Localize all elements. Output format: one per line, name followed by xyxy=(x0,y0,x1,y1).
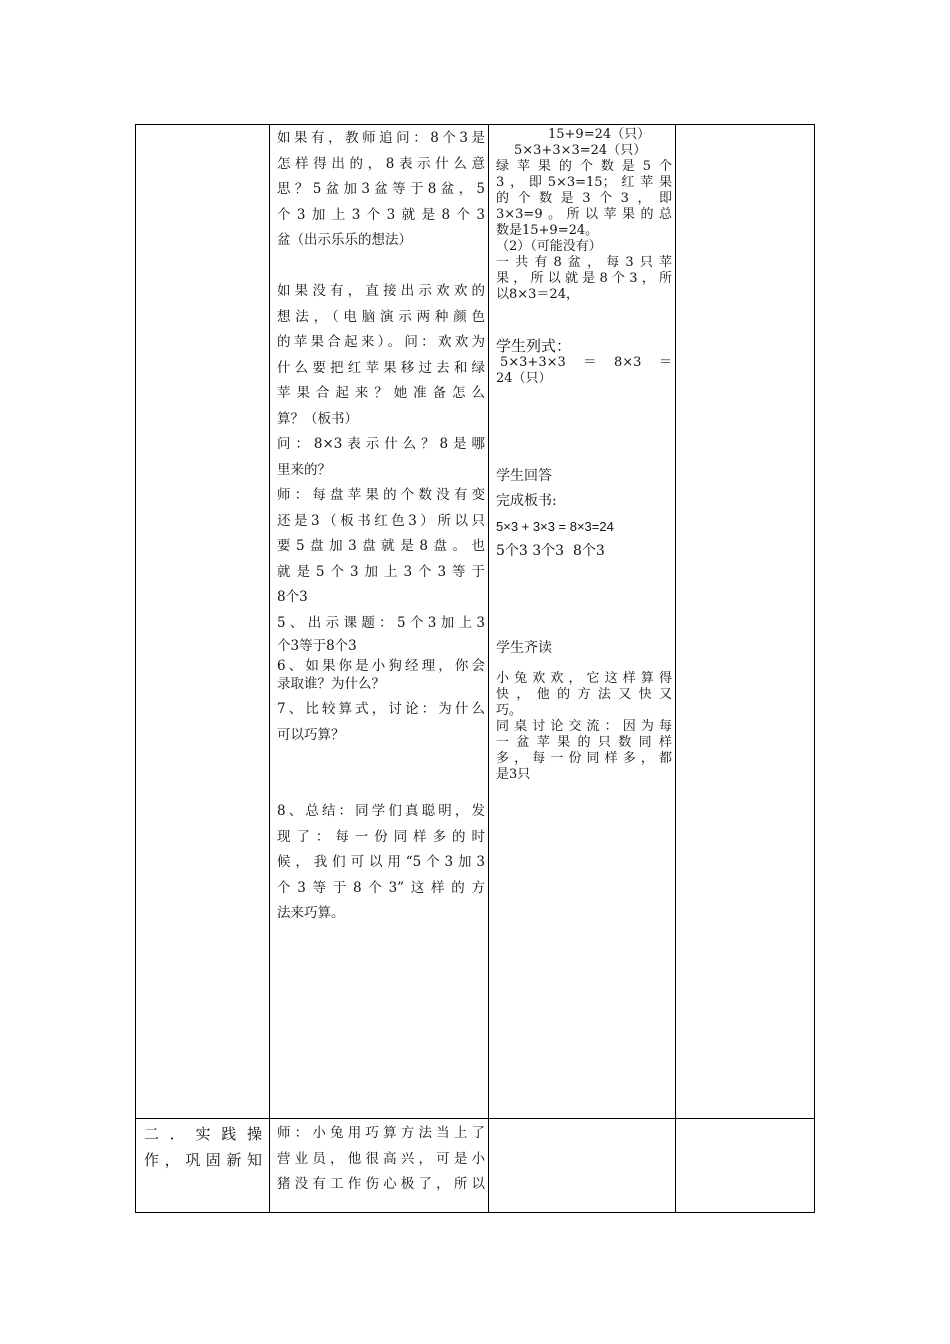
teacher-line: 问：8×3表示什么？8是哪 xyxy=(277,436,485,452)
teacher-line-blank xyxy=(277,774,485,800)
teacher-line: 如果有，教师追问：8个3是 xyxy=(277,130,485,146)
teacher-line: 个3等于8个3 xyxy=(277,638,357,654)
teacher-line: 候，我们可以用“5个3加3 xyxy=(277,854,485,870)
stage-line: 二．实践操 xyxy=(144,1125,262,1143)
teacher-line: 就是5个3加上3个3等于 xyxy=(277,563,485,580)
read-aloud: 学生齐读 xyxy=(496,640,552,656)
teacher-line: 现了：每一份同样多的时 xyxy=(277,828,485,845)
teacher-activity-cell xyxy=(277,126,485,927)
teacher-line: 个3等于8个3”这样的方 xyxy=(277,879,485,896)
teacher-line: 法来巧算。 xyxy=(277,905,345,921)
explain-line: 绿苹果的个数是5个 xyxy=(496,159,672,174)
formula-line: 5×3+3×3＝8×3＝ xyxy=(500,355,672,370)
case-line: 一共有8盆，每3只苹 xyxy=(496,255,672,270)
teacher-line: 7、比较算式，讨论：为什么 xyxy=(277,701,485,717)
discuss-line: 是3只 xyxy=(496,767,531,782)
student-activity-cell xyxy=(496,127,672,783)
discuss-line: 同桌讨论交流：因为每 xyxy=(496,719,672,734)
case-line: 以8×3＝24， xyxy=(496,287,579,302)
teacher-line: 个3加上3个3就是8个3 xyxy=(277,206,485,223)
teacher-line: 怎样得出的，8表示什么意 xyxy=(277,155,485,172)
rabbit-line: 小兔欢欢，它这样算得 xyxy=(496,671,672,686)
teacher-line: 如果没有，直接出示欢欢的 xyxy=(277,283,485,299)
column-divider xyxy=(269,125,270,1212)
teacher-activity-cell-row2 xyxy=(277,1121,485,1198)
teacher-line: 的苹果合起来）。问：欢欢为 xyxy=(277,334,485,350)
teacher-line: 营业员，他很高兴，可是小 xyxy=(277,1150,485,1167)
board-equation: 5×3 + 3×3 = 8×3=24 xyxy=(496,519,614,534)
board-label: 完成板书: xyxy=(496,493,557,509)
formula-line: 24（只） xyxy=(496,371,552,386)
discuss-line: 一盆苹果的只数同样 xyxy=(496,735,672,750)
student-answer: 学生回答 xyxy=(496,468,552,484)
teacher-line: 猪没有工作伤心极了，所以 xyxy=(277,1176,485,1192)
teacher-line: 师：每盘苹果的个数没有变 xyxy=(277,487,485,503)
row-divider xyxy=(136,1118,814,1119)
explain-line: 3，即5×3=15；红苹果 xyxy=(496,175,672,190)
teacher-line: 盆（出示乐乐的想法） xyxy=(277,232,412,248)
explain-line: 3×3=9。所以苹果的总 xyxy=(496,207,672,222)
teacher-line: 算？（板书） xyxy=(277,410,358,427)
teacher-line: 6、如果你是小狗经理，你会 xyxy=(277,658,485,674)
stage-cell xyxy=(144,1121,262,1173)
explain-line: 数是15+9=24。 xyxy=(496,223,599,238)
calc-line: 5×3+3×3=24（只） xyxy=(514,143,647,158)
teacher-line: 师：小兔用巧算方法当上了 xyxy=(277,1125,485,1141)
teacher-line-blank xyxy=(277,254,485,280)
teacher-line: 里来的？ xyxy=(277,461,331,478)
case-line: 果，所以就是8个3，所 xyxy=(496,271,672,286)
teacher-line: 什么要把红苹果移过去和绿 xyxy=(277,359,485,376)
stage-line: 作，巩固新知 xyxy=(144,1151,262,1169)
teacher-line: 5、出示课题：5个3加上3 xyxy=(277,614,485,631)
explain-line: 的个数是3个3，即 xyxy=(496,191,672,206)
teacher-line: 8个3 xyxy=(277,589,308,605)
formula-title: 学生列式： xyxy=(496,337,572,355)
lesson-plan-table xyxy=(135,124,815,1213)
teacher-line: 苹果合起来？她准备怎么 xyxy=(277,385,485,401)
rabbit-line: 巧。 xyxy=(496,703,523,718)
teacher-line: 要5盘加3盘就是8盘。也 xyxy=(277,538,485,554)
teacher-line-blank xyxy=(277,748,485,774)
teacher-line: 录取谁？为什么？ xyxy=(277,676,385,692)
teacher-line: 思？5盆加3盆等于8盆，5 xyxy=(277,181,485,197)
column-divider xyxy=(675,125,676,1212)
rabbit-line: 快，他的方法又快又 xyxy=(496,687,672,702)
teacher-line: 可以巧算？ xyxy=(277,726,345,743)
teacher-line: 想法，（电脑演示两种颜色 xyxy=(277,308,485,325)
teacher-line: 还是3（板书红色3）所以只 xyxy=(277,512,485,529)
calc-line: 15+9=24（只） xyxy=(548,127,651,142)
board-labels: 5个3 3个3 8个3 xyxy=(496,543,605,559)
column-divider xyxy=(488,125,489,1212)
teacher-line: 8、总结：同学们真聪明，发 xyxy=(277,803,485,819)
discuss-line: 多，每一份同样多，都 xyxy=(496,751,672,766)
case-label: （2）（可能没有） xyxy=(496,239,602,254)
